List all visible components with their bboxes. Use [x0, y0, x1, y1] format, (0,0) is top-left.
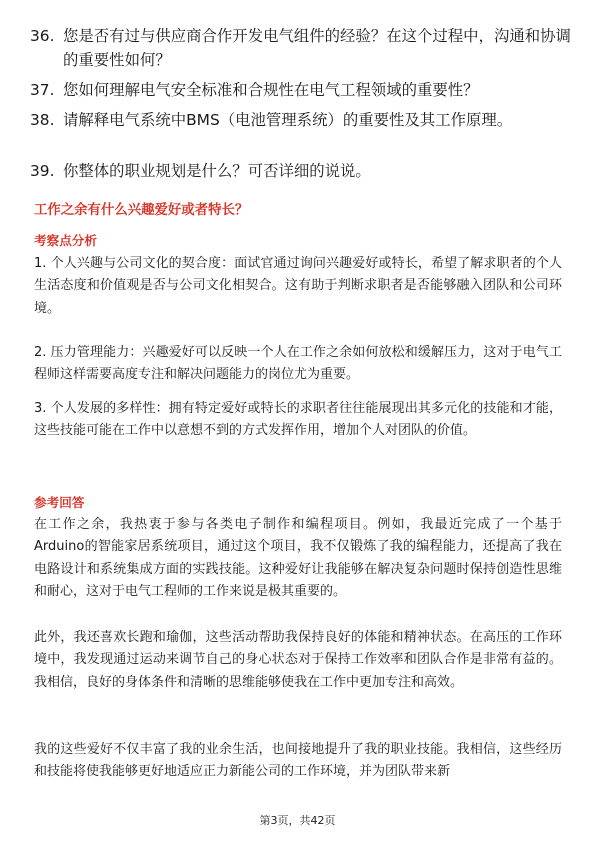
- analysis-heading: 考察点分析: [34, 233, 97, 248]
- analysis-point: 2. 压力管理能力：兴趣爱好可以反映一个人在工作之余如何放松和缓解压力，这对于电气工程师这样需要高度专注和解决问题能力的岗位尤为重要。: [34, 345, 562, 383]
- question-number: 38.: [30, 111, 55, 129]
- question-text: 您是否有过与供应商合作开发电气组件的经验？在这个过程中，沟通和协调的重要性如何？: [63, 27, 571, 69]
- question-text: 请解释电气系统中BMS（电池管理系统）的重要性及其工作原理。: [63, 111, 513, 129]
- answer-paragraph: 我的这些爱好不仅丰富了我的业余生活，也间接地提升了我的职业技能。我相信，这些经历和技能将使我能够更好地适应正力新能公司的工作环境，并为团队带来新: [34, 742, 562, 780]
- answer-paragraph: 在工作之余，我热衷于参与各类电子制作和编程项目。例如，我最近完成了一个基于Arduino的智能家居系统项目，通过这个项目，我不仅锻炼了我的编程能力，还提高了我在电路设计和系统集成方面的实践技能。这种爱好让我能够在解决复杂问题时保持创造性思维和耐心，这对于电气工程师的工作来说是极其重要的。: [34, 517, 562, 600]
- question-text: 你整体的职业规划是什么？可否详细的说说。: [63, 162, 371, 180]
- answer-heading: 参考回答: [34, 495, 85, 510]
- section-title: 工作之余有什么兴趣爱好或者特长？: [34, 203, 249, 218]
- analysis-point: 3. 个人发展的多样性：拥有特定爱好或特长的求职者往往能展现出其多元化的技能和才能，这些技能可能在工作中以意想不到的方式发挥作用，增加个人对团队的价值。: [34, 401, 562, 439]
- question-number: 37.: [30, 81, 55, 99]
- answer-paragraph: 此外，我还喜欢长跑和瑜伽，这些活动帮助我保持良好的体能和精神状态。在高压的工作环境中，我发现通过运动来调节自己的身心状态对于保持工作效率和团队合作是非常有益的。我相信，良好的身体条件和清晰的思维能够使我在工作中更加专注和高效。: [34, 630, 562, 690]
- question-number: 36.: [30, 27, 55, 45]
- question-number: 39.: [30, 162, 55, 180]
- analysis-point: 1. 个人兴趣与公司文化的契合度：面试官通过询问兴趣爱好或特长，希望了解求职者的个人生活态度和价值观是否与公司文化相契合。这有助于判断求职者是否能够融入团队和公司环境。: [34, 256, 562, 316]
- page-number: 第3页，共42页: [259, 814, 336, 827]
- question-text: 您如何理解电气安全标准和合规性在电气工程领域的重要性？: [63, 81, 479, 99]
